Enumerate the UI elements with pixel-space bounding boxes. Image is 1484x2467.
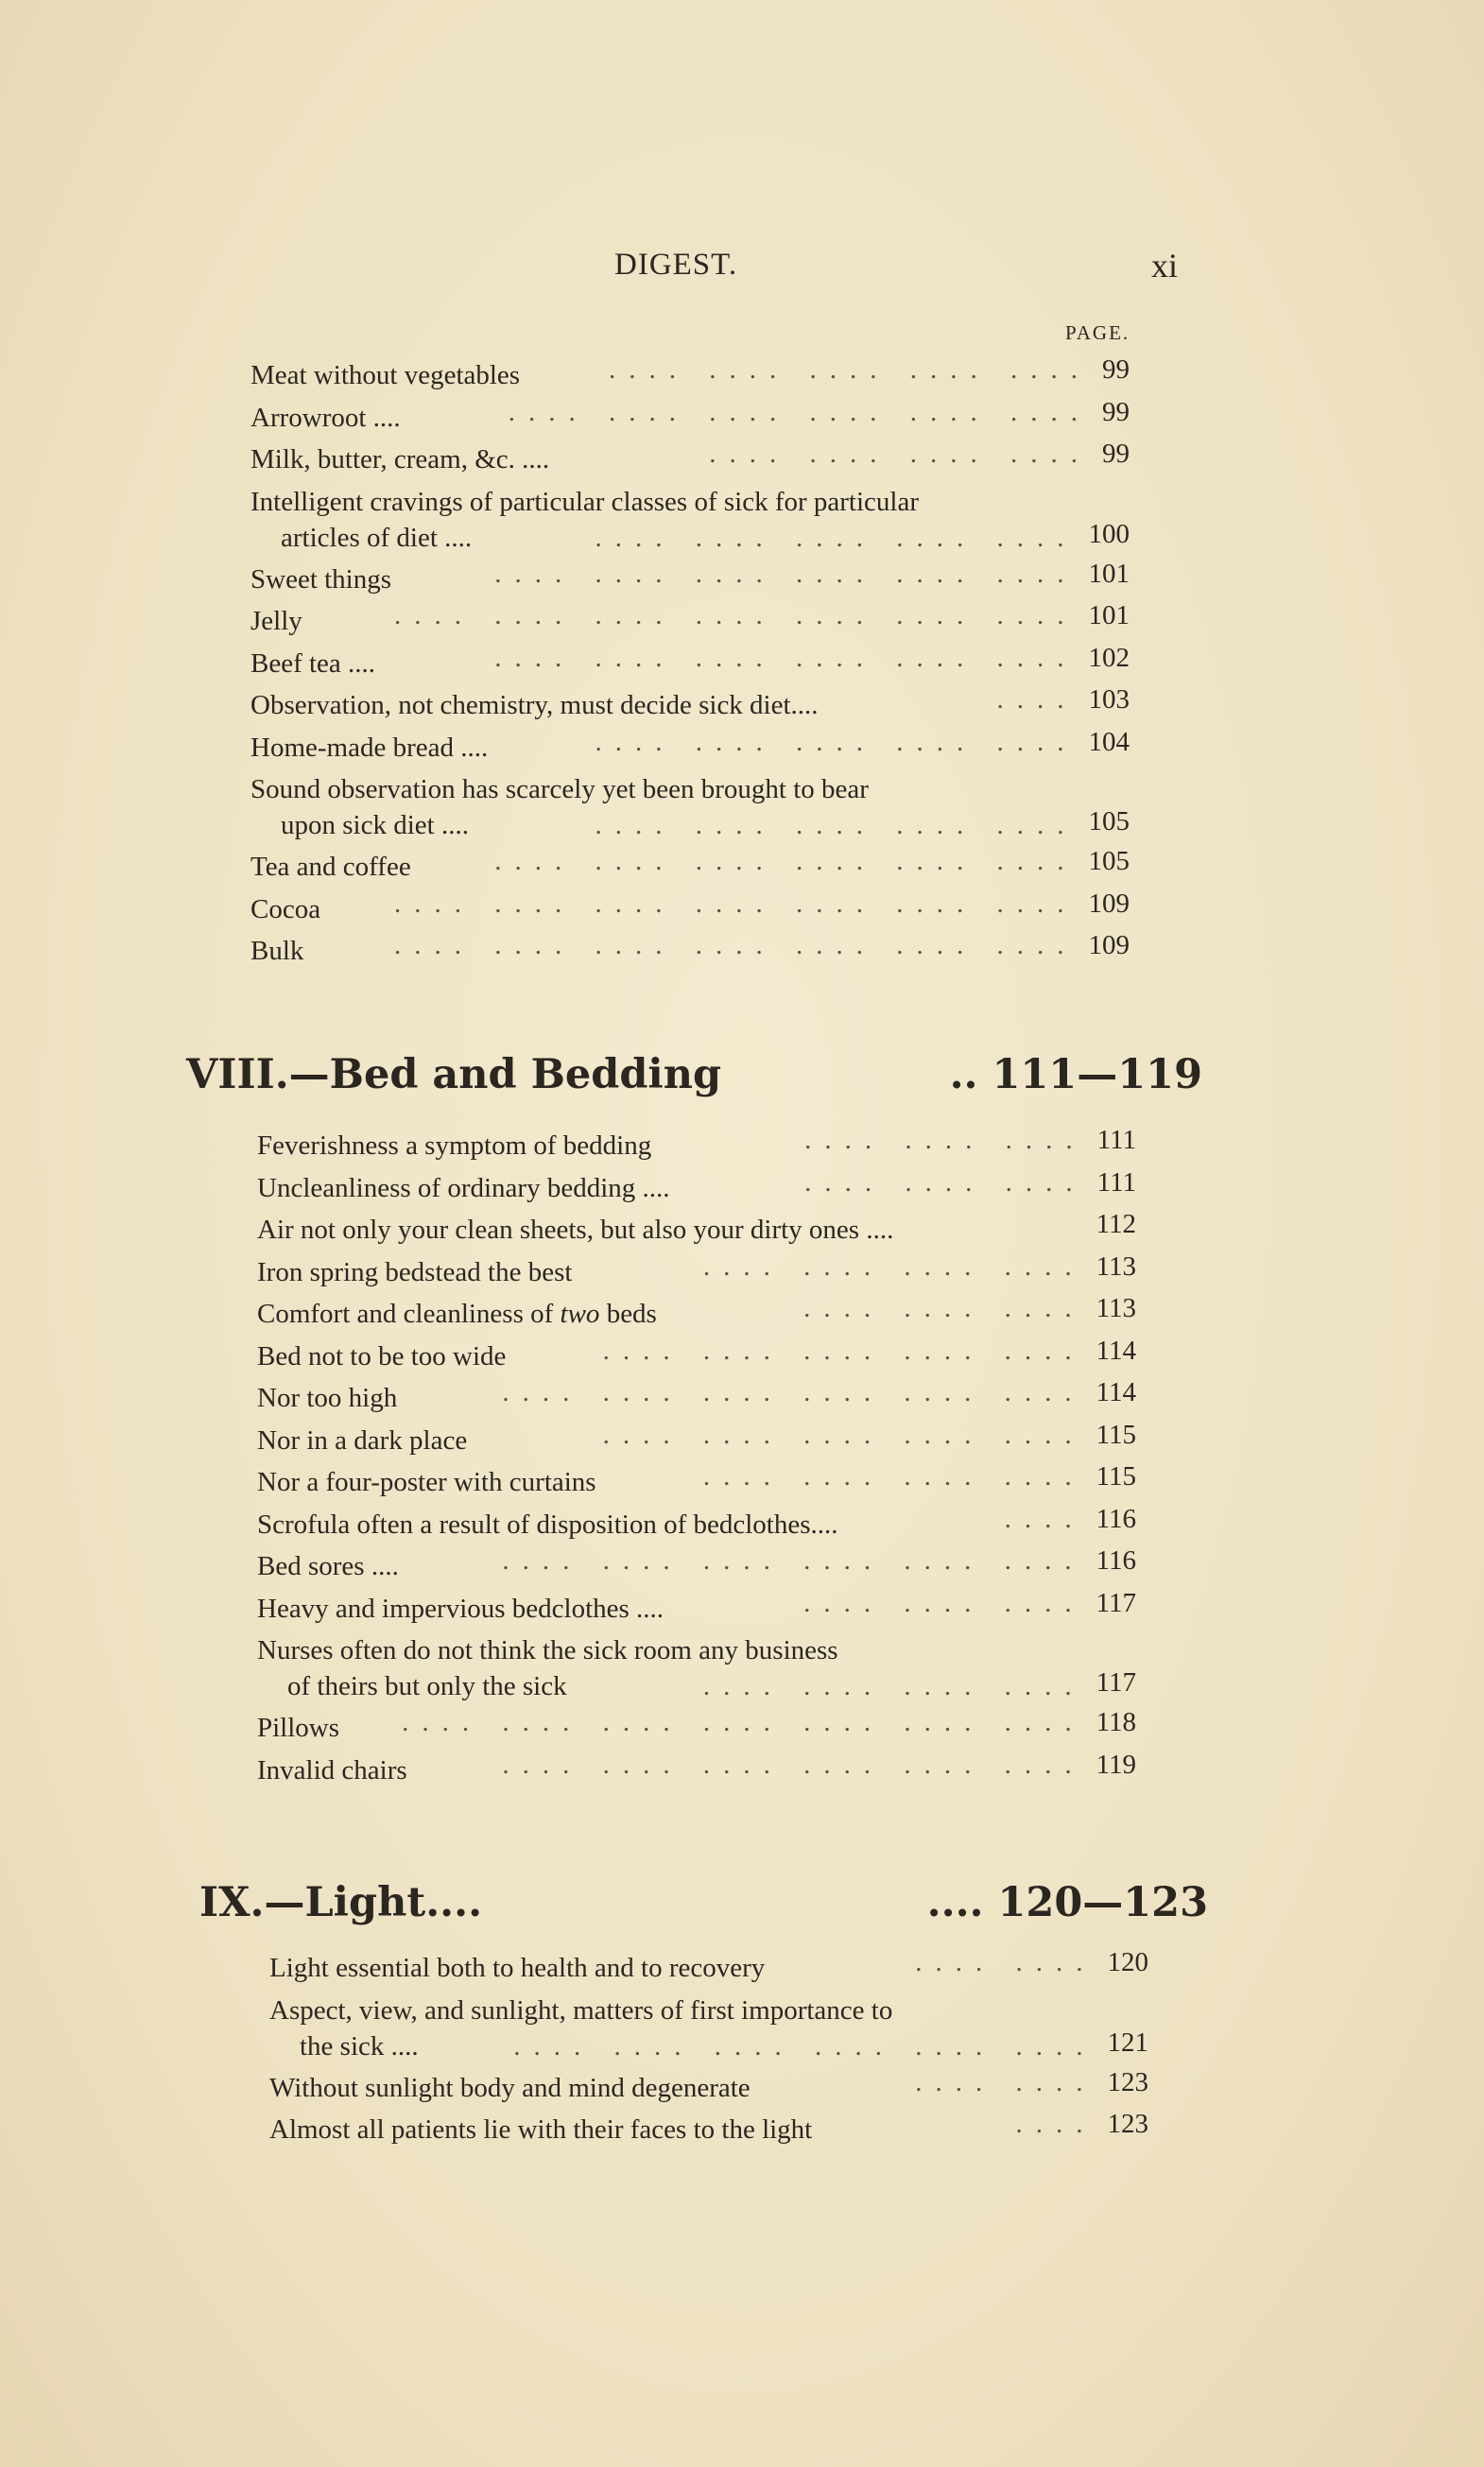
- entry-page-number: 99: [1102, 354, 1130, 385]
- contents-entry: [250, 727, 1130, 769]
- leader-dots: .... .... .... .... .... ....: [508, 396, 1091, 427]
- entry-text: Light essential both to health and to recovery: [269, 1953, 766, 1983]
- leader-dots: .... .... .... .... .... .... ....: [394, 930, 1078, 960]
- entry-text: Meat without vegetables: [250, 360, 521, 390]
- entry-page-number: 99: [1102, 439, 1130, 469]
- section-viii-heading: [186, 1051, 1202, 1104]
- entry-text: Scrofula often a result of disposition of bedclothes....: [257, 1509, 838, 1540]
- leader-dots: .... ....: [915, 1947, 1096, 1977]
- section-viii-page-range: .. 111—119: [949, 1051, 1202, 1098]
- entry-text: Arrowroot ....: [250, 402, 401, 433]
- section-ix-page-range: .... 120—123: [926, 1879, 1208, 1926]
- leader-dots: .... .... .... .... .... .... ....: [402, 1707, 1085, 1737]
- entry-page-number: 116: [1096, 1503, 1136, 1534]
- contents-entry: [250, 439, 1130, 481]
- leader-dots: ....: [1015, 2109, 1096, 2139]
- leader-dots: .... .... .... ....: [702, 1671, 1085, 1701]
- entry-text: Bed not to be too wide: [257, 1340, 507, 1372]
- entry-page-number: 102: [1088, 642, 1130, 673]
- contents-entry: [250, 768, 1130, 846]
- leader-dots: .... .... .... .... .... .... ....: [394, 888, 1078, 919]
- page-column-label: PAGE.: [1065, 321, 1130, 344]
- leader-dots: .... .... .... .... ....: [595, 522, 1078, 553]
- leader-dots: .... .... .... .... ....: [602, 1335, 1085, 1366]
- contents-entry: [269, 1990, 1148, 2067]
- entry-page-number: 113: [1096, 1293, 1136, 1323]
- page-number: xi: [1151, 247, 1179, 285]
- entry-page-number: 111: [1096, 1125, 1136, 1155]
- section-ix-entries: [269, 1947, 1148, 2151]
- entry-page-number: 99: [1102, 396, 1130, 427]
- entry-text: Milk, butter, cream, &c. ....: [250, 444, 550, 474]
- entry-page-number: 112: [1096, 1209, 1136, 1239]
- entry-text: Feverishness a symptom of bedding: [257, 1130, 652, 1161]
- entry-page-number: 105: [1088, 806, 1130, 837]
- contents-entry: [257, 1630, 1136, 1707]
- entry-page-number: 101: [1088, 600, 1130, 630]
- entry-page-number: 117: [1096, 1587, 1136, 1618]
- leader-dots: .... .... .... .... .... ....: [502, 1377, 1085, 1407]
- contents-entry: [250, 481, 1130, 559]
- entry-text: Bulk: [250, 936, 304, 966]
- entry-page-number: 105: [1088, 846, 1130, 876]
- section-viii-entries: [257, 1125, 1136, 1791]
- entry-text: Home-made bread ....: [250, 732, 489, 763]
- entry-page-number: 118: [1096, 1707, 1136, 1737]
- entry-text: Iron spring bedstead the best: [257, 1256, 573, 1287]
- entry-page-number: 100: [1088, 518, 1130, 549]
- leader-dots: .... .... .... .... .... ....: [513, 2030, 1096, 2062]
- entry-text: Nor in a dark place: [257, 1424, 468, 1456]
- running-head-title: DIGEST.: [614, 248, 738, 282]
- leader-dots: .... .... .... .... ....: [602, 1419, 1085, 1450]
- leader-dots: .... .... ....: [803, 1293, 1085, 1323]
- entry-text-line1: Intelligent cravings of particular classes of sick for particular: [250, 486, 920, 517]
- entry-page-number: 103: [1088, 684, 1130, 715]
- entry-text: Jelly: [250, 606, 302, 636]
- entry-page-number: 121: [1107, 2027, 1148, 2058]
- entry-page-number: 120: [1107, 1947, 1148, 1977]
- entry-text: Air not only your clean sheets, but also your dirty ones ....: [257, 1215, 894, 1245]
- entry-text: Observation, not chemistry, must decide sick diet....: [250, 690, 819, 720]
- entry-page-number: 123: [1107, 2109, 1148, 2139]
- entry-page-number: 109: [1088, 888, 1130, 919]
- contents-entry: [257, 1750, 1136, 1792]
- contents-entry: [269, 2109, 1148, 2151]
- entry-text: Uncleanliness of ordinary bedding ....: [257, 1172, 670, 1203]
- leader-dots: .... .... .... .... ....: [609, 354, 1091, 385]
- entry-page-number: 117: [1096, 1667, 1136, 1698]
- leader-dots: .... .... .... .... .... ....: [502, 1749, 1085, 1780]
- entry-text: Almost all patients lie with their faces to the light: [269, 2114, 813, 2145]
- running-head: [0, 248, 1484, 285]
- leader-dots: .... ....: [915, 2066, 1096, 2097]
- entry-page-number: 104: [1088, 726, 1130, 757]
- entry-page-number: 114: [1096, 1335, 1136, 1366]
- leader-dots: .... .... ....: [804, 1166, 1086, 1198]
- leader-dots: .... .... .... .... ....: [595, 726, 1078, 757]
- leader-dots: .... .... ....: [803, 1587, 1085, 1618]
- leader-dots: .... .... .... .... .... ....: [494, 558, 1078, 589]
- entry-page-number: 114: [1096, 1377, 1136, 1407]
- leader-dots: .... .... ....: [804, 1125, 1086, 1155]
- section-vii-entries: [250, 354, 1130, 973]
- entry-text: Invalid chairs: [257, 1754, 407, 1786]
- entry-page-number: 116: [1096, 1545, 1136, 1576]
- leader-dots: ....: [1004, 1503, 1085, 1534]
- section-ix-title: IX.—Light....: [199, 1879, 483, 1926]
- entry-text: Beef tea ....: [250, 647, 376, 679]
- entry-text-line2: articles of diet ....: [281, 522, 473, 553]
- leader-dots: .... .... .... ....: [702, 1461, 1085, 1492]
- entry-text-part: beds: [599, 1299, 657, 1329]
- entry-page-number: 109: [1088, 930, 1130, 960]
- entry-text: Pillows: [257, 1713, 340, 1743]
- leader-dots: .... .... .... ....: [702, 1251, 1085, 1282]
- entry-page-number: 123: [1107, 2066, 1148, 2097]
- leader-dots: .... .... .... .... .... ....: [502, 1545, 1085, 1576]
- entry-text: Nor a four-poster with curtains: [257, 1467, 596, 1497]
- entry-text-part: Comfort and cleanliness of: [257, 1299, 561, 1329]
- entry-page-number: 115: [1096, 1461, 1136, 1492]
- entry-page-number: 111: [1096, 1166, 1136, 1198]
- leader-dots: .... .... .... .... ....: [595, 810, 1078, 840]
- entry-text: Without sunlight body and mind degenerate: [269, 2072, 751, 2103]
- entry-text-line2: the sick ....: [300, 2030, 419, 2062]
- entry-text: Heavy and impervious bedclothes ....: [257, 1593, 664, 1624]
- entry-text: Nor too high: [257, 1383, 398, 1413]
- leader-dots: .... .... .... .... .... ....: [494, 642, 1078, 673]
- entry-text-line2: of theirs but only the sick: [287, 1671, 567, 1701]
- entry-text: Sweet things: [250, 563, 392, 595]
- contents-entry: [257, 1167, 1136, 1210]
- contents-entry: [257, 1588, 1136, 1630]
- entry-text: [257, 1293, 657, 1336]
- leader-dots: .... .... .... .... .... .... ....: [394, 600, 1078, 630]
- entry-text: Tea and coffee: [250, 852, 411, 882]
- entry-page-number: 101: [1088, 558, 1130, 589]
- entry-text-line2: upon sick diet ....: [281, 810, 469, 840]
- entry-text-italic: two: [560, 1299, 600, 1329]
- leader-dots: .... .... .... ....: [709, 439, 1091, 469]
- entry-text: Cocoa: [250, 893, 321, 924]
- entry-page-number: 113: [1096, 1251, 1136, 1282]
- leader-dots: ....: [996, 684, 1078, 715]
- entry-text: Bed sores ....: [257, 1551, 399, 1581]
- leader-dots: .... .... .... .... .... ....: [494, 846, 1078, 876]
- contents-entry: [250, 930, 1130, 973]
- section-viii-title: VIII.—Bed and Bedding: [186, 1051, 722, 1098]
- entry-text-line1: Aspect, view, and sunlight, matters of first importance to: [269, 1994, 893, 2026]
- section-ix-heading: [199, 1879, 1208, 1932]
- entry-text-line1: Sound observation has scarcely yet been brought to bear: [250, 774, 869, 804]
- entry-page-number: 119: [1096, 1749, 1136, 1780]
- entry-page-number: 115: [1096, 1419, 1136, 1450]
- entry-text-line1: Nurses often do not think the sick room any business: [257, 1635, 838, 1665]
- contents-entry: [269, 1947, 1148, 1990]
